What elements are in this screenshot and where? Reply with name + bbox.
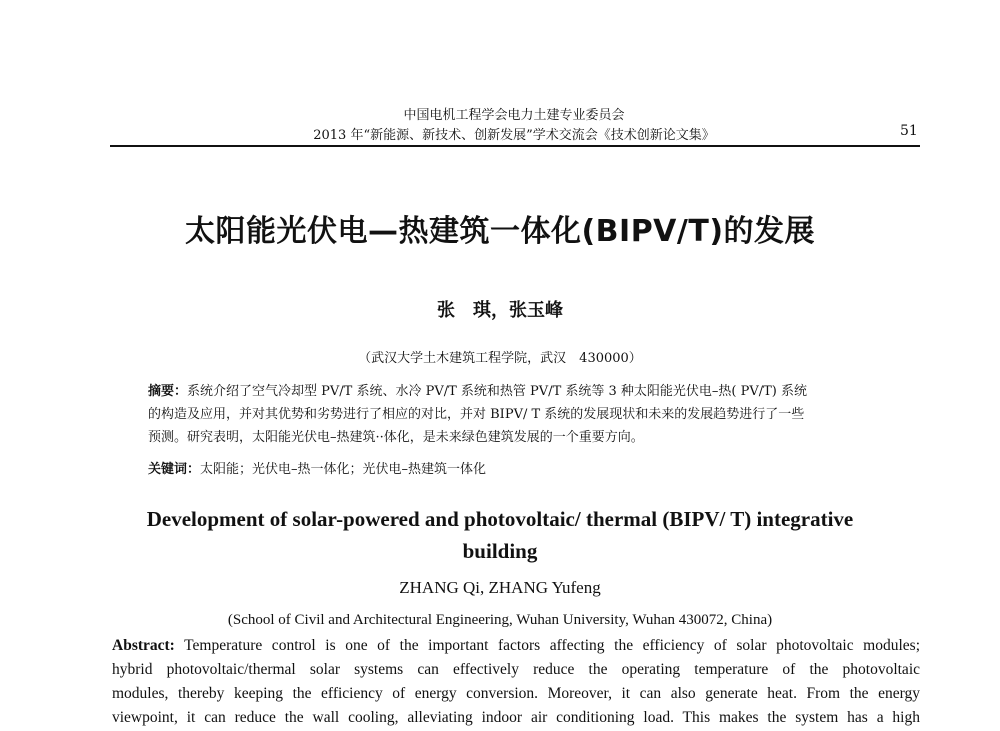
english-title-line: Development of solar-powered and photovoltaic/ thermal (BIPV/ T) integrative bbox=[146, 507, 854, 531]
chinese-authors: 张 琪，张玉峰 bbox=[437, 300, 563, 321]
journal-header-line2: 2013 年“新能源、新技术、创新发展”学术交流会《技术创新论文集》 bbox=[313, 128, 715, 143]
english-authors: ZHANG Qi, ZHANG Yufeng bbox=[399, 578, 601, 597]
chinese-abstract-text: 系统介绍了空气冷却型 PV/T 系统、水冷 PV/T 系统和热管 PV/T 系统等 3 种太阳能光伏电–热( PV/T) 系统 bbox=[187, 384, 807, 399]
english-abstract-line: hybrid photovoltaic/thermal solar systems can effectively reduce the operating temperature of the photovoltaic bbox=[112, 661, 920, 678]
chinese-abstract bbox=[148, 380, 908, 449]
chinese-abstract-label: 摘要： bbox=[148, 384, 188, 399]
english-abstract-label: Abstract: bbox=[112, 637, 175, 654]
english-affiliation: (School of Civil and Architectural Engineering, Wuhan University, Wuhan 430072, China) bbox=[227, 612, 773, 628]
english-title-line: building bbox=[462, 539, 538, 563]
english-abstract-line: modules, thereby keeping the efficiency of energy conversion. Moreover, it can also generate heat. From the energy bbox=[112, 685, 920, 702]
chinese-abstract-line: 的构造及应用，并对其优势和劣势进行了相应的对比，并对 BIPV/ T 系统的发展现状和未来的发展趋势进行了一些 bbox=[148, 407, 805, 422]
chinese-keywords bbox=[148, 458, 486, 477]
header-rule bbox=[110, 145, 920, 147]
chinese-affiliation: （武汉大学土木建筑工程学院，武汉 430000） bbox=[358, 351, 642, 366]
chinese-abstract-line bbox=[148, 380, 908, 403]
english-abstract-line bbox=[112, 634, 920, 658]
page-number: 51 bbox=[900, 123, 918, 139]
english-title bbox=[0, 503, 1000, 567]
journal-header-line1: 中国电机工程学会电力土建专业委员会 bbox=[403, 108, 625, 123]
english-abstract-text: Temperature control is one of the important factors affecting the efficiency of solar photovoltaic modules; bbox=[174, 637, 920, 654]
chinese-keywords-label: 关键词： bbox=[148, 462, 201, 477]
chinese-abstract-line: 预测。研究表明，太阳能光伏电–热建筑··体化，是未来绿色建筑发展的一个重要方向。 bbox=[148, 430, 644, 445]
english-abstract-line: viewpoint, it can reduce the wall cooling, alleviating indoor air conditioning load. This makes the system has a high bbox=[112, 709, 920, 726]
english-abstract bbox=[112, 634, 920, 730]
chinese-title: 太阳能光伏电—热建筑一体化(BIPV/T)的发展 bbox=[184, 214, 816, 249]
chinese-keywords-text: 太阳能；光伏电–热一体化；光伏电–热建筑一体化 bbox=[200, 462, 487, 477]
